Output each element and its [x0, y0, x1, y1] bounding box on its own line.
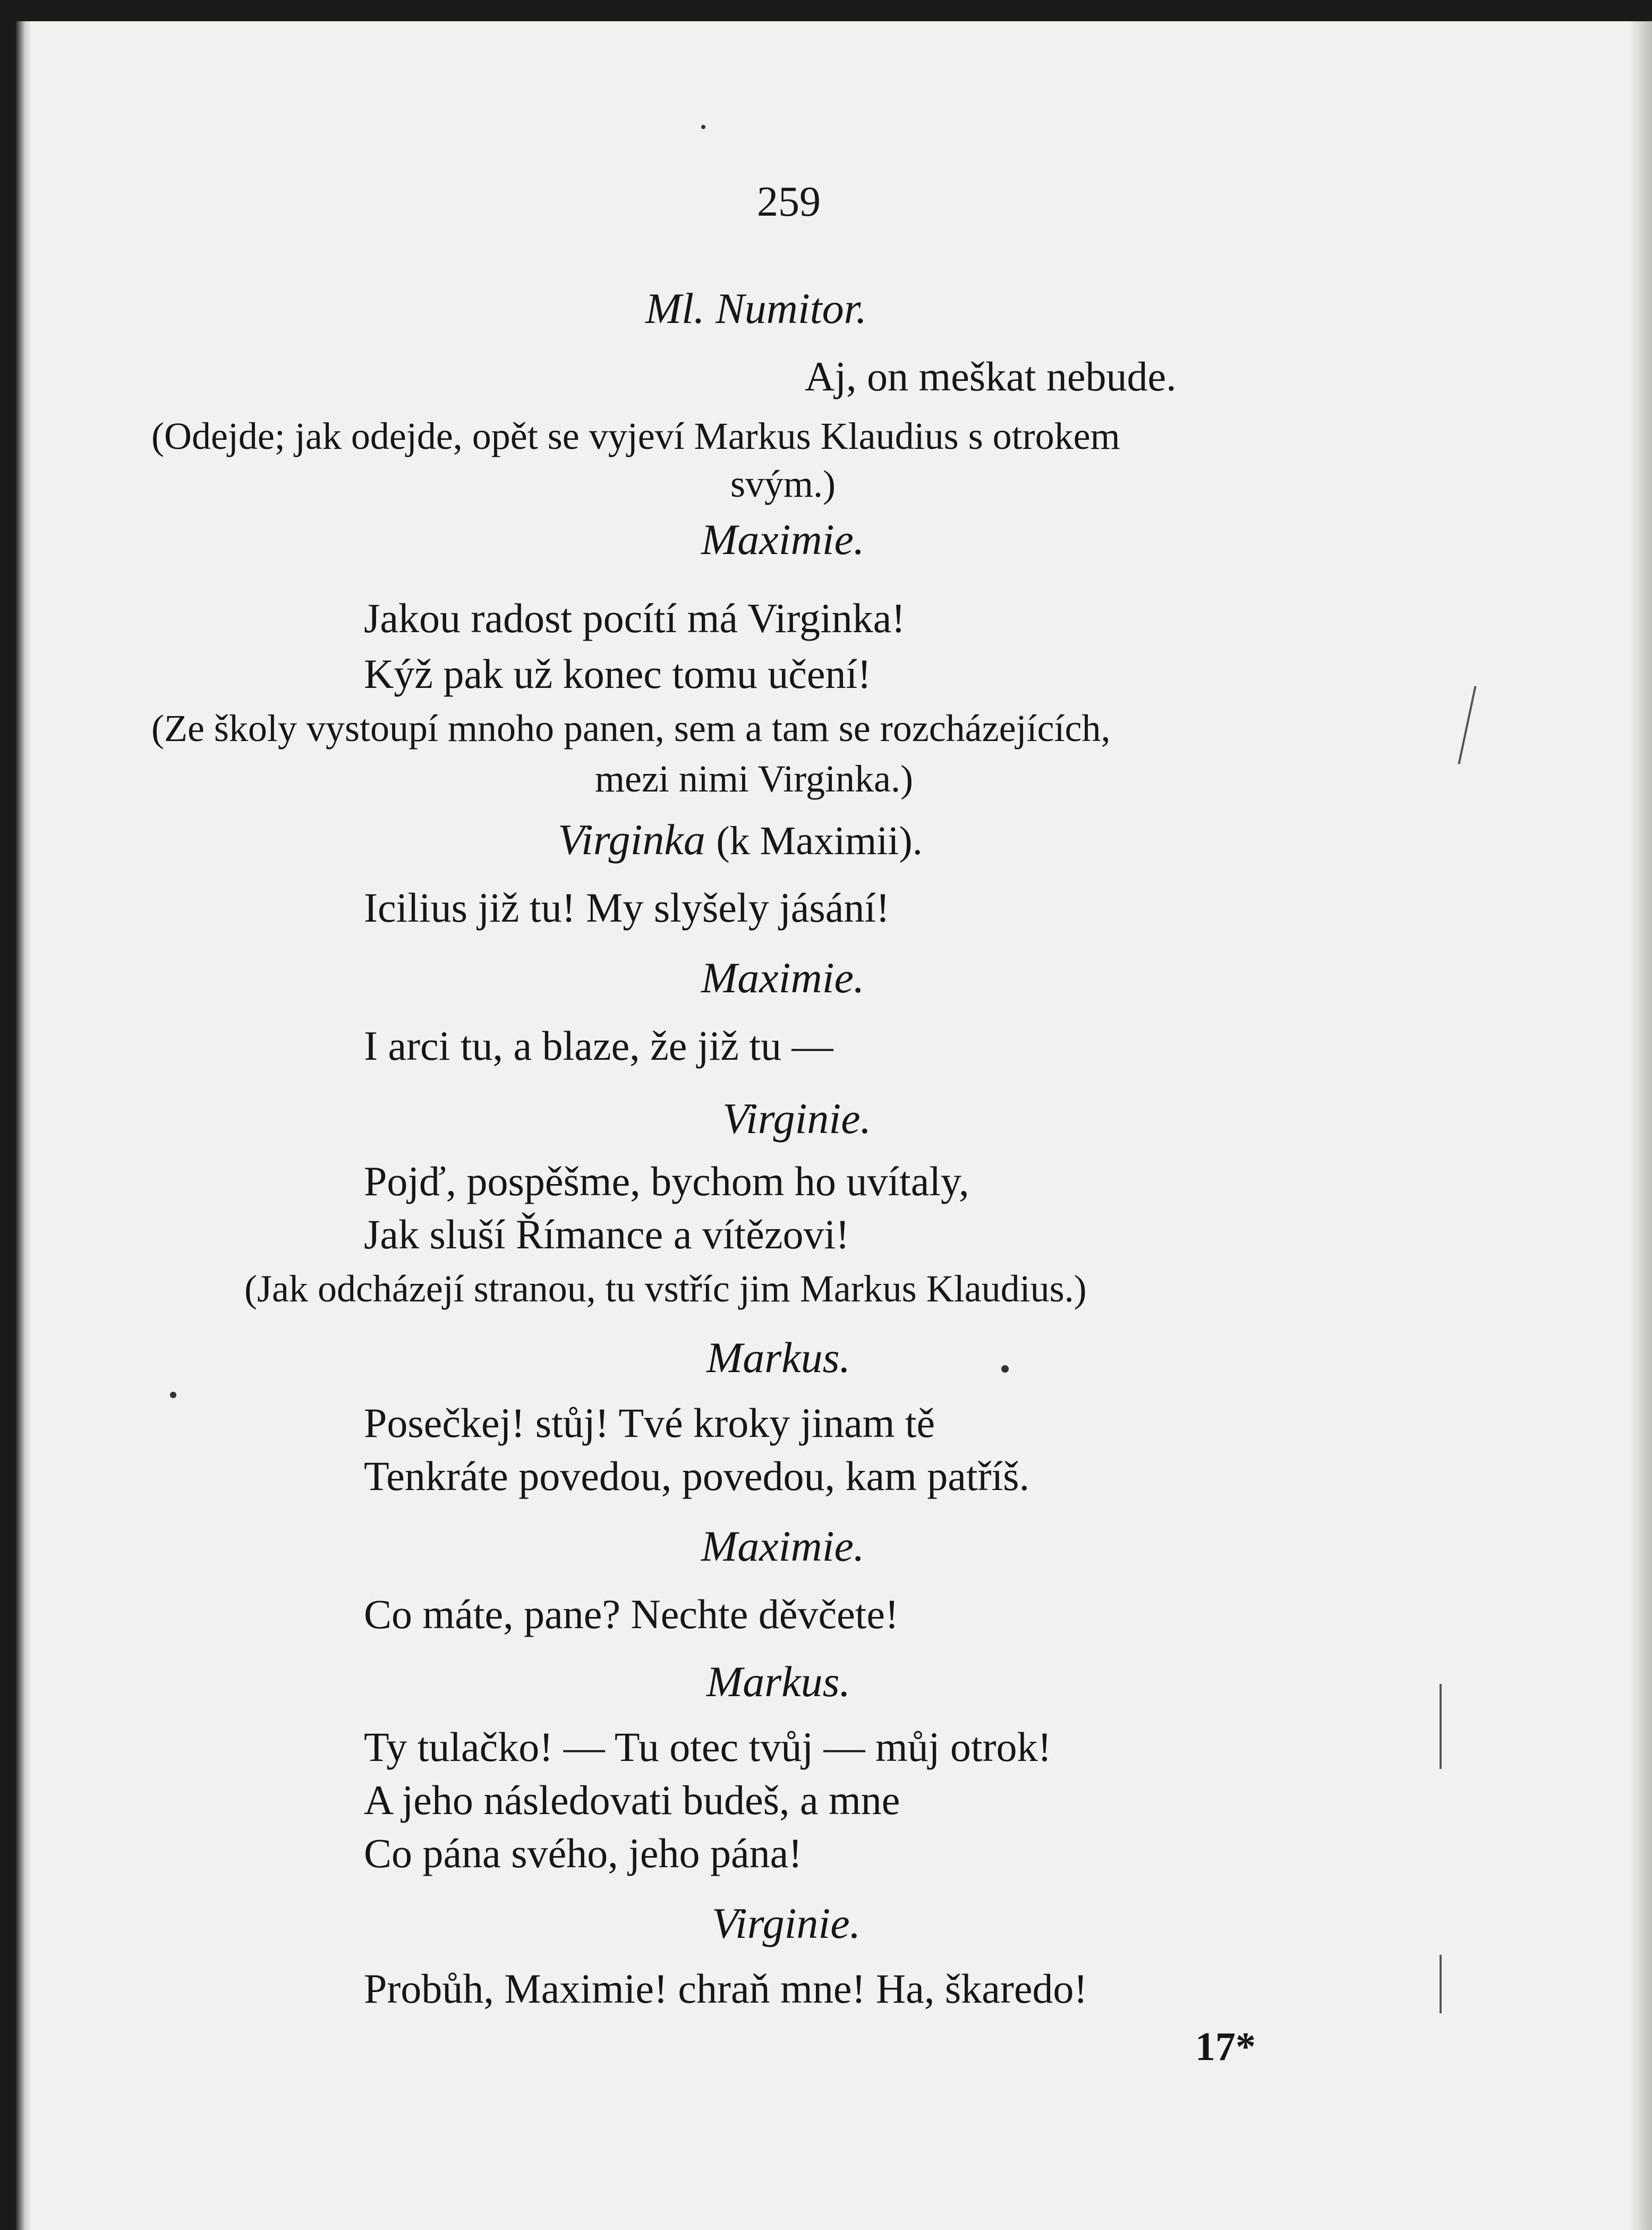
speaker-name: Virginka: [558, 815, 705, 864]
page-number: 259: [757, 178, 821, 225]
book-page: [16, 21, 1652, 2230]
verse-line: Co pána svého, jeho pána!: [364, 1830, 803, 1876]
stage-direction: mezi nimi Virginka.): [595, 757, 913, 800]
verse-line: Tenkráte povedou, povedou, kam patříš.: [364, 1453, 1030, 1499]
verse-line: Ty tulačko! — Tu otec tvůj — můj otrok!: [364, 1724, 1052, 1770]
verse-line: Co máte, pane? Nechte děvčete!: [364, 1591, 899, 1637]
stage-direction: (Odejde; jak odejde, opět se vyjeví Markus Klaudius s otrokem: [151, 415, 1120, 457]
verse-line: Aj, on meškat nebude.: [805, 353, 1177, 399]
speaker-heading: Virginie.: [712, 1899, 861, 1947]
speaker-heading: Markus.: [706, 1333, 851, 1382]
speaker-note: (k Maximii).: [716, 819, 923, 863]
speaker-heading: Markus.: [706, 1657, 851, 1706]
signature-mark: 17*: [1195, 2024, 1256, 2069]
speaker-heading: Maximie.: [701, 515, 865, 564]
verse-line: Jak sluší Římance a vítězovi!: [364, 1211, 850, 1257]
verse-line: Probůh, Maximie! chraň mne! Ha, škaredo!: [364, 1965, 1088, 2012]
speaker-heading: Ml. Numitor.: [645, 284, 867, 333]
stage-direction: svým.): [730, 463, 836, 505]
verse-line: A jeho následovati budeš, a mne: [364, 1777, 900, 1823]
stage-direction: (Jak odcházejí stranou, tu vstříc jim Markus Klaudius.): [244, 1267, 1087, 1310]
speaker-heading: Maximie.: [701, 954, 865, 1002]
page-text: [16, 21, 1652, 2230]
speaker-heading: Virginie.: [722, 1094, 872, 1143]
stage-direction: (Ze školy vystoupí mnoho panen, sem a tam se rozcházejících,: [151, 707, 1111, 750]
verse-line: Jakou radost pocítí má Virginka!: [364, 595, 906, 641]
verse-line: Icilius již tu! My slyšely jásání!: [364, 884, 890, 931]
speaker-heading: [558, 815, 923, 864]
verse-line: Kýž pak už konec tomu učení!: [364, 651, 872, 697]
verse-line: Pojď, pospěšme, bychom ho uvítaly,: [364, 1158, 969, 1204]
speaker-heading: Maximie.: [701, 1522, 865, 1570]
verse-line: Posečkej! stůj! Tvé kroky jinam tě: [364, 1400, 935, 1446]
verse-line: I arci tu, a blaze, že již tu —: [364, 1023, 833, 1069]
